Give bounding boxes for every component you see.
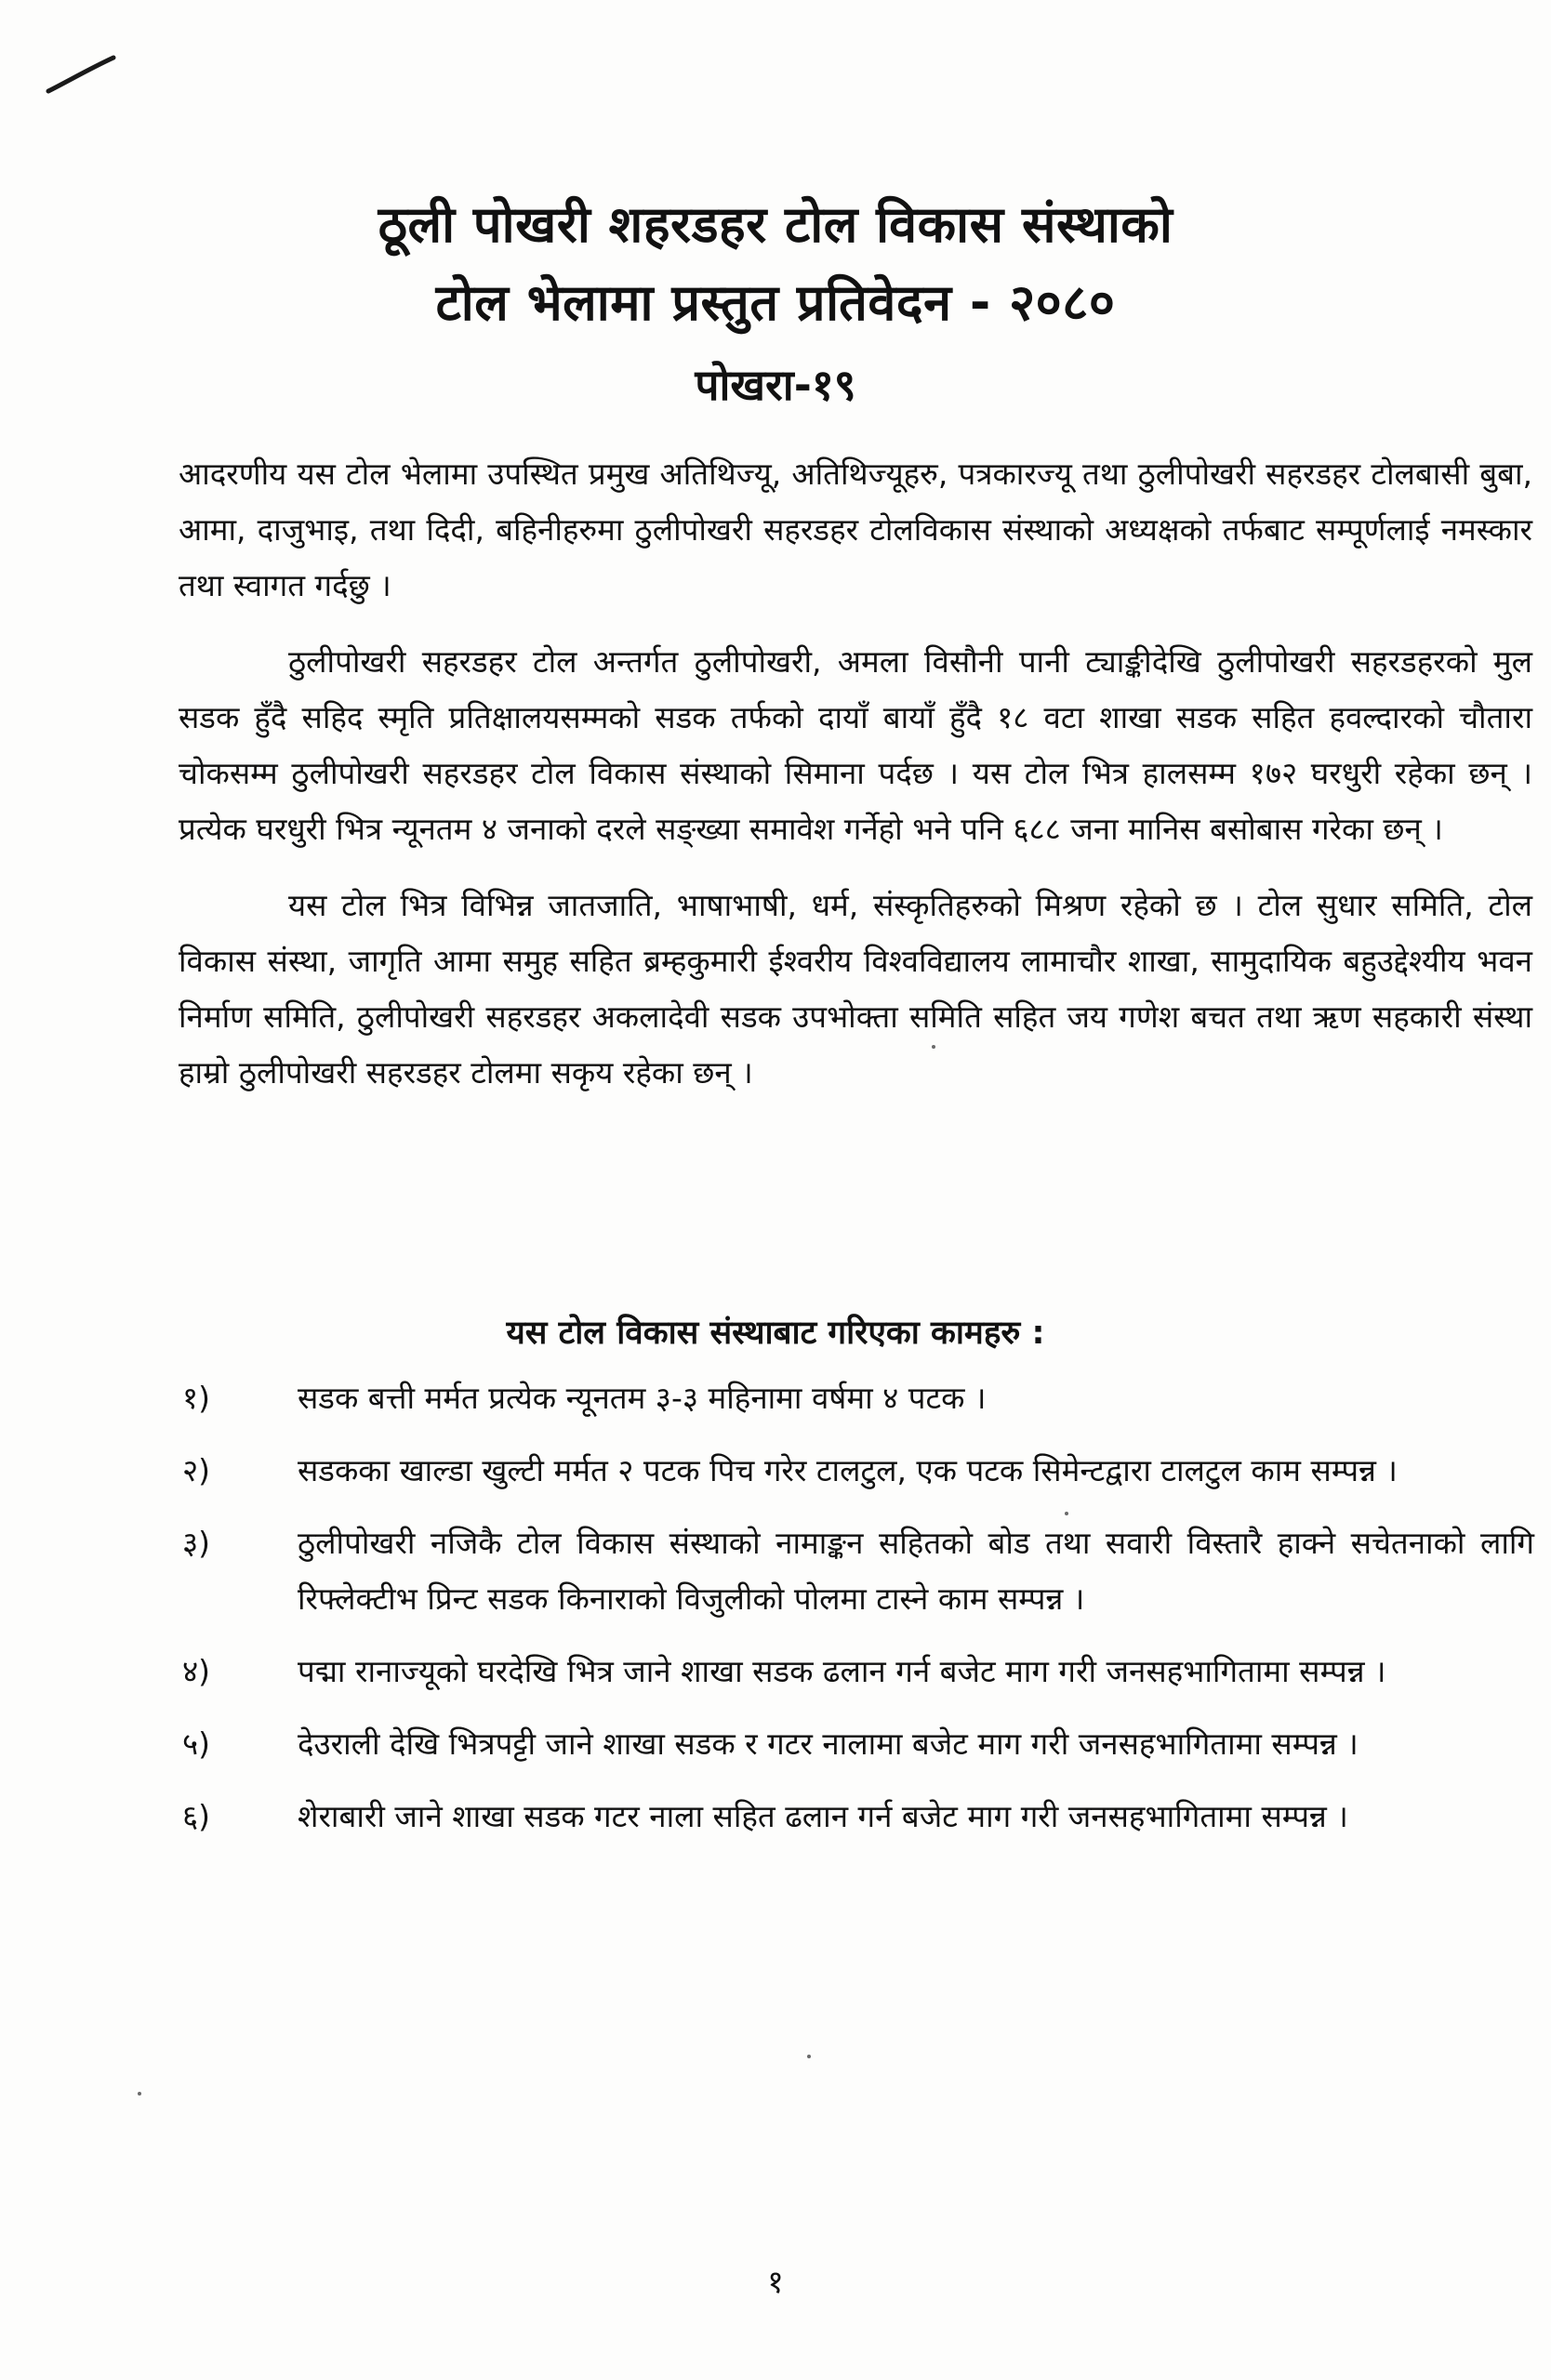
list-item-number: ४) [182, 1653, 211, 1689]
works-heading: यस टोल विकास संस्थाबाट गरिएका कामहरु : [506, 1315, 1045, 1352]
list-item [0, 1370, 1551, 1426]
report-body [179, 446, 1532, 1121]
scan-speck [1065, 1512, 1068, 1515]
works-list [0, 1370, 1551, 1844]
scan-speck [932, 1045, 935, 1049]
list-item-number: २) [182, 1452, 211, 1488]
list-item [0, 1644, 1551, 1699]
scan-speck [807, 2055, 811, 2058]
list-item [0, 1443, 1551, 1499]
list-item-text: पद्मा रानाज्यूको घरदेखि भित्र जाने शाखा सडक ढलान गर्न बजेट माग गरी जनसहभागितामा सम्पन्न । [298, 1653, 1386, 1689]
list-item [0, 1789, 1551, 1844]
list-item [0, 1515, 1551, 1627]
paragraph-community: यस टोल भित्र विभिन्न जातजाति, भाषाभाषी, धर्म, संस्कृतिहरुको मिश्रण रहेको छ । टोल सुधार समिति, टोल विकास संस्था, जागृति आमा समुह सहित ब्रम्हकुमारी ईश्वरीय विश्वविद्यालय लामाचौर शाखा, सामुदायिक बहुउद्देश्यीय भवन निर्माण समिति, ठुलीपोखरी सहरडहर अकलादेवी सडक उपभोक्ता समिति सहित जय गणेश बचत तथा ऋण सहकारी संस्था हाम्रो ठुलीपोखरी सहरडहर टोलमा सकृय रहेका छन् । [179, 887, 1532, 1091]
title-block [0, 186, 1551, 422]
list-item-text: सडकका खाल्डा खुल्टी मर्मत २ पटक पिच गरेर टालटुल, एक पटक सिमेन्टद्वारा टालटुल काम सम्पन्न । [298, 1452, 1398, 1488]
paragraph-boundary: ठुलीपोखरी सहरडहर टोल अन्तर्गत ठुलीपोखरी, अमला विसौनी पानी ट्याङ्कीदेखि ठुलीपोखरी सहरडहरको मुल सडक हुँदै सहिद स्मृति प्रतिक्षालयसम्मको सडक तर्फको दायाँ बायाँ हुँदै १८ वटा शाखा सडक सहित हवल्दारको चौतारा चोकसम्म ठुलीपोखरी सहरडहर टोल विकास संस्थाको सिमाना पर्दछ । यस टोल भित्र हालसम्म १७२ घरधुरी रहेका छन् । प्रत्येक घरधुरी भित्र न्यूनतम ४ जनाको दरले सङ्ख्या समावेश गर्नेहो भने पनि ६८८ जना मानिस बसोबास गरेका छन् । [179, 643, 1532, 847]
works-section [0, 1305, 1551, 1861]
scan-speck [138, 2092, 141, 2096]
document-location: पोखरा-१९ [695, 360, 856, 410]
list-item [0, 1716, 1551, 1772]
list-item-text: सडक बत्ती मर्मत प्रत्येक न्यूनतम ३-३ महिनामा वर्षमा ४ पटक । [298, 1380, 987, 1416]
list-item-text: देउराली देखि भित्रपट्टी जाने शाखा सडक र गटर नालामा बजेट माग गरी जनसहभागितामा सम्पन्न । [298, 1726, 1359, 1762]
list-item-number: ६) [182, 1798, 211, 1834]
list-item-number: ५) [182, 1726, 211, 1762]
list-item-number: १) [182, 1380, 211, 1416]
page-number: १ [767, 2264, 784, 2301]
document-title-line-1: ठूली पोखरी शहरडहर टोल विकास संस्थाको [378, 195, 1173, 254]
pen-stroke-mark [45, 54, 117, 95]
list-item-text: शेराबारी जाने शाखा सडक गटर नाला सहित ढलान गर्न बजेट माग गरी जनसहभागितामा सम्पन्न । [298, 1798, 1348, 1834]
list-item-number: ३) [182, 1525, 211, 1561]
paragraph-welcome: आदरणीय यस टोल भेलामा उपस्थित प्रमुख अतिथिज्यू, अतिथिज्यूहरु, पत्रकारज्यू तथा ठुलीपोखरी सहरडहर टोलबासी बुबा, आमा, दाजुभाइ, तथा दिदी, बहिनीहरुमा ठुलीपोखरी सहरडहर टोलविकास संस्थाको अध्यक्षको तर्फबाट सम्पूर्णलाई नमस्कार तथा स्वागत गर्दछु । [179, 456, 1532, 603]
list-item-text: ठुलीपोखरी नजिकै टोल विकास संस्थाको नामाङ्कन सहितको बोड तथा सवारी विस्तारै हाक्ने सचेतनाको लागि रिफ्लेक्टीभ प्रिन्ट सडक किनाराको विजुलीको पोलमा टास्ने काम सम्पन्न । [298, 1525, 1534, 1617]
document-title-line-2: टोल भेलामा प्रस्तुत प्रतिवेदन - २०८० [435, 273, 1116, 332]
